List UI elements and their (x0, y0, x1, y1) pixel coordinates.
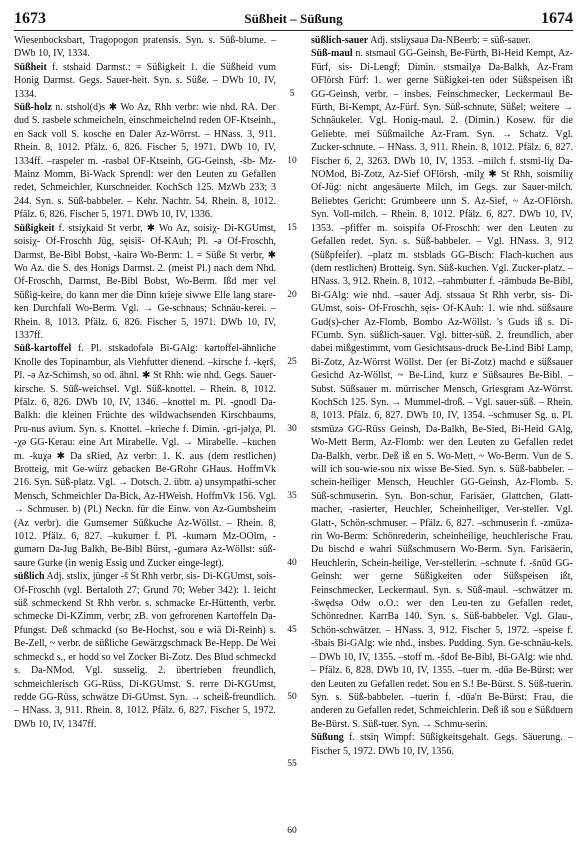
dictionary-entry (14, 34, 276, 61)
dictionary-entry (14, 101, 276, 222)
line-numbers (281, 34, 303, 854)
line-number: 10 (287, 155, 297, 166)
left-page-number: 1673 (14, 10, 46, 27)
dictionary-entry (311, 34, 573, 47)
entry-headword: süßlich (14, 571, 45, 583)
dictionary-entry (311, 47, 573, 731)
entry-headword: Süßigkeit (14, 222, 55, 234)
entry-body: Adj. stsliχsauə Da-NBeerb: = süß-sauer. (370, 35, 531, 46)
entry-body: n. stshol(d)s ✱ Wo Az, Rhh verbr: wie nhd. RA. Der dud S. rasbele schmeicheln, einschmeichelnd reden OF-Ktseinh., en Sack voll S. kosche en Daler Az-Wörrst. – HNass. 3, 911. Rhein. 8, 1012. Pfälz. 6, 826. Fischer 5, 1971. DWb 10, IV, 1334ff. –raspeler m. -rasbəl OF-Ktseinh, GG-Geinsh, -šb- Mz-Mainz Momm, Bi-Wack Sprendl: wer den Leuten zu Gefallen redet, Schmeichler, Kurschneider. KochSch 125. MzWb 233; 3 244. Syn. s. Süß-babbeler. – Kehr. Nachtr. 54. Rhein. 8, 1012. Pfälz. 6, 826. Fischer 5, 1971. DWb 10, IV, 1336. (14, 102, 276, 221)
entry-body: Adj. stslix, jünger -š St Rhh verbr, sis- Di-KGUmst, sois- Of-Froschh (vgl. Bertaloth 27; Grund 70; Weber 342): 1. leicht süß schmeckend St Rhh verbr. s. schmacke Er-Hüttenth, verbr. schmecke Di-KZimm, verbr; zB. von gefrorenen Kartoffeln Da-Pfungst. Deß schmackd (so Be-Hochst, sou e wiä Di-Reinh) s. Be-Zell, ~ verbr. de süßliche Gewärzgschmack Be-Hepp. De Wei schmeckd s., er hodd so vel Zocker Bi-Zotz. Des Blud schmeckd s. Da-NMod. Vgl. susselig. 2. übertrieben freundlich, schmeichlerisch GG-Rüss, Di-KGUmst. S. rerre Di-KGUmst, redde GG-Rüss, schwätze Di-GUmst. Syn. → scheiß-freundlich. – HNass. 3, 911. Rhein. 8, 1012. Pfälz. 6, 827. Fischer 5, 1972. DWb 10, IV, 1347ff. (14, 571, 276, 730)
entry-headword: süßlich-sauer (311, 35, 369, 46)
entry-body: f. stsiχkaid St verbr, ✱ Wo Az, soisiχ- Di-KGUmst, soisiχ- Of-Froschh Jüg, sęisiš- Of-KAuh; Pl. -ə Of-Froschh, Darmst, Be-Bibl Bobst, -kairə Wo-Berm: 1. = Süße St verbr, ✱ Wo Az. die S. des Honigs Darmst. 2. (meist Pl.) nach dem Nhd. Of-Froschh, Darmst, Be-Bibl Bobst, Wo-Berm. Ißd mer vel Süßig-keire, do kann mer die Dinn krieje siwwe Elle lang stare-ken Durchfall Wo-Berm. Vgl. → Ge-schnaus; Schnäu-kerei. – Rhein. 8, 1013. Pfälz. 6, 826. Fischer 5, 1971. DWb 10, IV, 1337ff. (14, 222, 277, 341)
line-number: 45 (287, 624, 297, 635)
line-number: 25 (287, 356, 297, 367)
dictionary-entry (14, 222, 276, 343)
running-title: Süßheit – Süßung (244, 11, 343, 26)
right-column (311, 34, 573, 758)
entry-body: Wiesenbocksbart, Tragopogon pratensis. Syn. s. Süß-blume. – DWb 10, IV, 1334. (14, 35, 276, 60)
line-number: 5 (289, 88, 295, 99)
line-number: 20 (287, 289, 297, 300)
dictionary-entry (311, 731, 573, 758)
right-page-number: 1674 (541, 10, 573, 27)
entry-headword: Süßheit (14, 61, 47, 73)
header-rule (14, 30, 573, 31)
line-number: 15 (287, 222, 297, 233)
page-header (14, 8, 573, 30)
line-number: 35 (287, 490, 297, 501)
line-number: 55 (287, 758, 297, 769)
dictionary-entry (14, 570, 276, 731)
dictionary-entry (14, 61, 276, 101)
dictionary-entry (14, 342, 276, 570)
entry-body: f. stsiη Wimpf: Süßigkeitsgehalt. Gegs. Säuerung. – Fischer 5, 1972. DWb 10, IV, 1356. (311, 732, 573, 757)
entry-headword: Süß-kartoffel (14, 343, 72, 355)
entry-body: n. stsmaul GG-Geinsh, Be-Fürth, Bi-Heid Kempt, Az-Fürf, sis- Di-Lengf; Dimin. stsmailχə Da-Balkh, Az-Fram OFlörsh Fürf: 1. wer gerne Süßigkei-ten oder Süßspeisen ißt GG-Geinsh, verbr. – insbes. Feinschmecker, Leckermaul Be-Fürth, Bi-Kempt, Az-Fürf. Syn. Süß-schnute, Süßel; weitere → Schnäukeler. Vgl. Honig-maul. 2. (Dimin.) Kosew. für die Geliebte. mei Süßmailche Az-Fram. Syn. → Schatz. Vgl. Zucker-schnute. – HNass. 3, 911. Rhein. 8, 1012. Pfälz. 6, 827. Fischer 6, 2, 3263. DWb 10, IV, 1353. –milch f. stsmi-liχ Da-NOMod, Bi-Zotz, Az-Sief OFlörsh, -milχ ✱ St Rhh, soismiliχ Of-Jüg: nicht angesäuerte Milch, im Gegs. zur Sauer-milch. Beliebtes Gericht: Grumbeere unn S. Az-Sief, ~ Az-OFlörsh. Syn. Voll-milch. – Rhein. 8, 1012. Pfälz. 6, 827. DWb 10, IV, 1353. –pfiffer m. soispifə Of-Froschh: wer den Leuten zu Gefallen redet. Syn. s. Süß-babbeler. – Vgl. HNass. 3, 912 (Süßpfeifer). –platz m. stsblads GG-Bisch: Flach-kuchen aus (dem restlichen) Brotteig. Syn. Süß-kuchen. Vgl. Zucker-platz. – HNass. 3, 912. Rhein. 8, 1012. –rahmbutter f. -rāmbudə Be-Bibl, Bi-GAlg: wie nhd. –sauer Adj. stssauə St Rhh verbr, sis- Di-GUmst, sois- Of-Froschh, sęis- Of-KAuh: 1. wie nhd. süßsaure Gud(s)-cher Az-Flomb, Bombo Az-Wöllst. 's Guds iß s. Di-FCumb. Syn. süßlich-sauer. Vgl. bitter-süß. 2. freundlich, aber dabei mißgestimmt, vom Gesichtsaus-druck Be-Lind Bibl Lamp, Bi-Zotz, Az-Wörrst Wöllst. Der (er Bi-Zotz) machd e süßsauer Gesichd Az-Wöllst, ~ Be-Lind, kurz e Süßsaures Be-Bibl. – Subst. Süßsauer m. mürrischer Mensch, Griesgram Az-Wörrst. KochSch 125. Syn. → Mummel-droß. – Vgl. sauer-süß. – Rhein. 8, 1013. Pfälz. 6, 827. DWb 10, IV, 1354. –schmuser Sg. u. Pl. stsmūzə GG-Rüss Geinsh, Da-Balkh, Be-Sied, Bi-Heid GAlg, Wo-Mett Berm, Az-Flomb: wer den Leuten zu Gefallen redet Da-Balkh, verbr. Deß iß en S. Wo-Mett, ~ Wo-Berm. Vun de S. will ich sou-wie-sou nix wisse Be-Sied. Syn. s. Süß-babbeler. – schein-heiliger Mensch, Heuchler GG-Geinsh, Az-Flomb. S. Süß-schmuserin. Syn. Bon-schur, Farisäer, Glattchen, Glatt-macher, -rasierter, Heuchler, Scheinheiliger, Ver-steller. Vgl. Glatt-, Schön-schmuser. – Pfälz. 6, 827. –schmuserin f. -zmūzə-rin Wo-Berm: Schönrederin, scheinheilige, heuchlerische Frau. Du bischd e wahri Süßschmusern Wo-Berm. Syn. Farisäerin, Heuchlerin, Schein-heilige, Ver-stellerin. –schnute f. -šnūd GG-Geinsh: wer gerne Süßigkeiten oder Süßspeisen ißt, Feinschmecker, Leckermaul. Syn. s. Süß-maul. –schwätzer m. -šwędsə Odw o.O.: wer den Leu-ten zu Gefallen redet, Schönredner. KarrBa 140. Syn. s. Süß-babbeler. Vgl. Glau-, Schön-schwätzer. – HNass. 3, 912. Fischer 5, 1972. –speise f. -šbais Bi-GAlg: wie nhd., insbes. Pudding. Syn. Ge-schnäu-kels. – DWb 10, IV, 1355. –stoff m. -šdof Be-Bibl, Bi-GAlg: wie nhd. – Pfälz. 6, 828. DWb 10, IV, 1355. –tuer m. -dūə Be-Bürst: wer den Leuten zu Gefallen redet. Sou en S.! Be-Bürst. S. Süß-tuerin. Syn. s. Süß-babbeler. –tuerin f. -dūə'n Be-Bürst: Frau, die anderen zu Gefallen redet, Schmeichlerin. Deß iß sou e Süßduern Be-Bürst. S. Süß-tuer. Syn. → Schmu-serin. (311, 48, 574, 730)
entry-body: f. Pl. stskadofələ Bi-GAlg: kartoffel-ähnliche Knolle des Topinambur, als Viehfutter dienend. –kirsche f. -kęrš, Pl. -ə Az-Schimsh, so od. ähnl. ✱ St Rhh: wie nhd. Gegs. Sauer-kirsche. S. Süß-weichsel. Vgl. Süß-knottel. – Rhein. 8, 1012. Pfälz. 6, 826. DWb 10, IV, 1346. –knottel m. Pl. -gnodl Da-Balkh: die kleinen Früchte des wildwachsenden Kirschbaums, Pru-nus avium. Syn. s. Knottel. –krieche f. Dimin. -gri-jəlχə, Pl. -χə GG-Kerau: eine Art Mirabelle. Vgl. → Mirabelle. –kuchen m. -kuχə ✱ Da sRied, Az verbr: 1. K. aus (dem restlichen) Brotteig, mit Ge-würz gebacken Be-GRohr GHaus. HoffmVk 216. Syn. Süß-platz. Vgl. → Dotsch. 2. übtr. a) unsympathi-scher Mensch, Schmeichler Da-Bick, Az-HWeish. HoffmVk 156. Vgl. → Schmuser. b) (Pl.) Neckn. für die Einw. von Az-Gumbsheim (Az verbr). die Gumsemer Süßkuche Az-Wöllst. – Rhein. 8, 1012. Pfälz. 6, 827. –kukumer f. Pl. -kumərn Mz-OOlm, -gumərn Da-Jug Balkh, Be-Bibl Bürst, -gumərə Az-Wöllst: süß-saure Gurke (in wenig Essig und Zucker einge-legt). (14, 343, 276, 569)
line-number: 40 (287, 557, 297, 568)
entry-headword: Süß-maul (311, 48, 353, 60)
left-column (14, 34, 276, 731)
line-number: 60 (287, 825, 297, 836)
entry-headword: Süß-holz (14, 102, 52, 114)
line-number: 50 (287, 691, 297, 702)
line-number: 30 (287, 423, 297, 434)
entry-headword: Süßung (311, 732, 344, 744)
entry-body: f. stshaid Darmst.: = Süßigkeit 1. die Süßheid vum Honig Darmst. Gegs. Sauer-heit. Syn. s. Süße. – DWb 10, IV, 1334. (14, 61, 277, 100)
